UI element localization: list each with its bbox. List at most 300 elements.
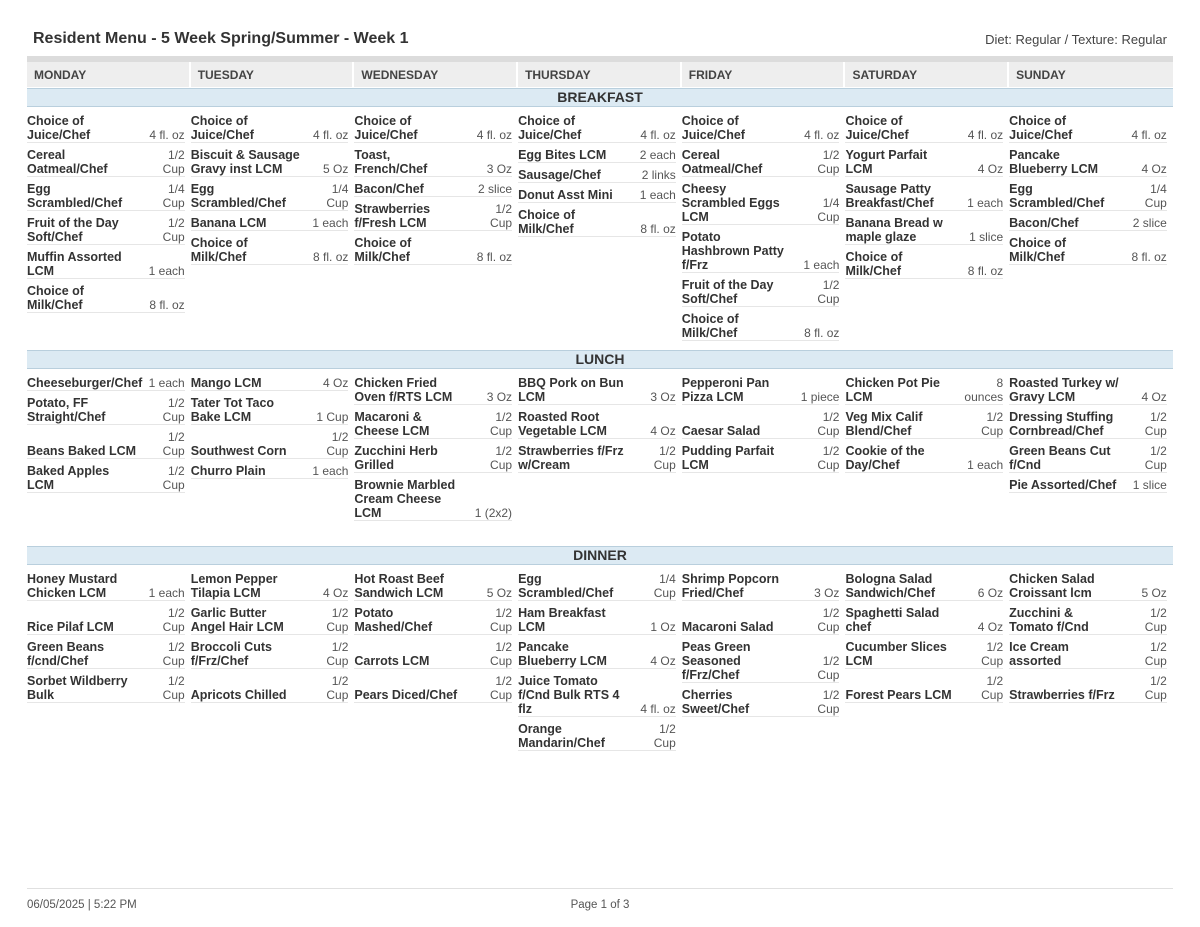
menu-item-quantity: 1/2 Cup bbox=[817, 444, 840, 472]
menu-item bbox=[682, 640, 840, 683]
menu-item bbox=[682, 444, 840, 473]
menu-item bbox=[1009, 640, 1167, 669]
menu-item-quantity: 1 Oz bbox=[650, 620, 676, 634]
menu-item bbox=[354, 148, 512, 177]
page-footer bbox=[27, 888, 1173, 919]
menu-item bbox=[27, 396, 185, 425]
menu-item bbox=[1009, 182, 1167, 211]
menu-item-quantity: 3 Oz bbox=[486, 390, 513, 404]
menu-item-name: Ham Breakfast LCM bbox=[518, 606, 606, 634]
menu-item-quantity: 1/4 Cup bbox=[817, 196, 840, 224]
menu-item bbox=[518, 640, 676, 669]
menu-item-name: Brownie Marbled Cream Cheese LCM bbox=[354, 478, 456, 520]
menu-item bbox=[354, 182, 512, 197]
menu-item-name: Banana LCM bbox=[190, 216, 267, 230]
menu-item-name: Egg Scrambled/Chef bbox=[1009, 182, 1105, 210]
menu-item-quantity: 1/2 Cup bbox=[1144, 410, 1167, 438]
menu-item bbox=[518, 722, 676, 751]
menu-item-name: Orange Mandarin/Chef bbox=[518, 722, 605, 750]
menu-item-name: Garlic Butter Angel Hair LCM bbox=[190, 606, 284, 634]
menu-item bbox=[354, 640, 512, 669]
menu-day-column bbox=[27, 114, 191, 346]
menu-item-name: Egg Scrambled/Chef bbox=[190, 182, 286, 210]
menu-item-name: Cereal Oatmeal/Chef bbox=[27, 148, 108, 176]
menu-item-quantity: 8 fl. oz bbox=[476, 250, 513, 264]
menu-day-column bbox=[1009, 114, 1173, 346]
menu-item-name: Tater Tot Taco Bake LCM bbox=[190, 396, 275, 424]
menu-item bbox=[518, 572, 676, 601]
menu-item bbox=[1009, 236, 1167, 265]
menu-item bbox=[354, 410, 512, 439]
menu-item bbox=[354, 236, 512, 265]
menu-item-quantity: 1/4 Cup bbox=[653, 572, 676, 600]
menu-item bbox=[845, 410, 1003, 439]
menu-item bbox=[845, 674, 1003, 703]
menu-item-quantity: 3 Oz bbox=[486, 162, 513, 176]
menu-item bbox=[518, 606, 676, 635]
page-number: Page 1 of 3 bbox=[570, 899, 630, 911]
menu-item bbox=[27, 284, 185, 313]
menu-item bbox=[518, 148, 676, 163]
menu-item-quantity: 1/2 Cup bbox=[326, 640, 349, 668]
menu-item-name: Chicken Salad Croissant lcm bbox=[1009, 572, 1095, 600]
menu-item-quantity: 4 fl. oz bbox=[476, 128, 513, 142]
menu-item-quantity: 2 links bbox=[641, 168, 676, 182]
menu-day-column bbox=[27, 572, 191, 756]
menu-item-name: Cucumber Slices LCM bbox=[845, 640, 947, 668]
menu-item-name: Peas Green Seasoned f/Frz/Chef bbox=[681, 640, 751, 682]
menu-item bbox=[682, 410, 840, 439]
menu-item-name: Southwest Corn bbox=[190, 444, 287, 458]
menu-item-quantity: 8 fl. oz bbox=[640, 222, 676, 236]
menu-item-quantity: 1 Cup bbox=[316, 410, 349, 424]
menu-item-name: Rice Pilaf LCM bbox=[27, 620, 114, 634]
page-title: Resident Menu - 5 Week Spring/Summer - Week 1 bbox=[33, 30, 409, 47]
menu-item-name: Macaroni Salad bbox=[681, 620, 774, 634]
menu-item-name: Green Beans Cut f/Cnd bbox=[1009, 444, 1111, 472]
menu-item bbox=[27, 376, 185, 391]
menu-item bbox=[1009, 606, 1167, 635]
menu-item-quantity: 1/2 Cup bbox=[817, 148, 840, 176]
menu-item bbox=[1009, 478, 1167, 493]
menu-item-quantity: 1 each bbox=[312, 216, 349, 230]
menu-item bbox=[682, 182, 840, 225]
menu-item-quantity: 1/2 Cup bbox=[326, 606, 349, 634]
menu-item bbox=[845, 444, 1003, 473]
menu-item bbox=[518, 410, 676, 439]
menu-item-quantity: 1/2 Cup bbox=[981, 674, 1004, 702]
menu-item bbox=[845, 182, 1003, 211]
menu-item bbox=[191, 396, 349, 425]
menu-item-name: Churro Plain bbox=[190, 464, 266, 478]
menu-item-quantity: 2 slice bbox=[478, 182, 513, 196]
menu-item-name: Carrots LCM bbox=[354, 654, 430, 668]
day-header-saturday: SATURDAY bbox=[845, 62, 1009, 87]
menu-item-name: Egg Bites LCM bbox=[518, 148, 607, 162]
menu-item bbox=[191, 148, 349, 177]
menu-item-name: Sausage/Chef bbox=[518, 168, 601, 182]
menu-item-name: Choice of Juice/Chef bbox=[681, 114, 745, 142]
menu-item-name: Zucchini & Tomato f/Cnd bbox=[1009, 606, 1089, 634]
menu-day-column bbox=[518, 114, 682, 346]
menu-item-name: Baked Apples LCM bbox=[27, 464, 110, 492]
menu-item-quantity: 1/2 Cup bbox=[653, 444, 676, 472]
menu-item-quantity: 1/2 Cup bbox=[653, 722, 676, 750]
menu-item-quantity: 1/4 Cup bbox=[326, 182, 349, 210]
menu-day-column bbox=[845, 376, 1009, 526]
menu-item bbox=[191, 216, 349, 231]
print-timestamp: 06/05/2025 | 5:22 PM bbox=[27, 899, 137, 911]
menu-item-name: Strawberries f/Frz bbox=[1009, 688, 1115, 702]
menu-item-name: BBQ Pork on Bun LCM bbox=[518, 376, 624, 404]
menu-item-name: Choice of Milk/Chef bbox=[354, 236, 412, 264]
menu-item-quantity: 1 slice bbox=[969, 230, 1004, 244]
menu-item-name: Cookie of the Day/Chef bbox=[845, 444, 925, 472]
menu-item-name: Mango LCM bbox=[190, 376, 262, 390]
menu-item bbox=[845, 114, 1003, 143]
menu-item-name: Cheesy Scrambled Eggs LCM bbox=[681, 182, 780, 224]
menu-item-name: Lemon Pepper Tilapia LCM bbox=[190, 572, 278, 600]
menu-item-quantity: 1/2 Cup bbox=[490, 202, 513, 230]
menu-item-quantity: 1/2 Cup bbox=[162, 674, 185, 702]
menu-item-quantity: 1/2 Cup bbox=[162, 430, 185, 458]
menu-item bbox=[27, 572, 185, 601]
menu-item bbox=[27, 464, 185, 493]
menu-item-name: Choice of Juice/Chef bbox=[518, 114, 582, 142]
menu-item-quantity: 4 Oz bbox=[650, 424, 676, 438]
menu-day-column bbox=[845, 114, 1009, 346]
menu-item-name: Pears Diced/Chef bbox=[354, 688, 458, 702]
day-header-thursday: THURSDAY bbox=[518, 62, 682, 87]
day-header-friday: FRIDAY bbox=[682, 62, 846, 87]
menu-item bbox=[845, 148, 1003, 177]
menu-day-column bbox=[682, 376, 846, 526]
menu-day-column bbox=[354, 376, 518, 526]
menu-item-quantity: 8 fl. oz bbox=[149, 298, 185, 312]
menu-item-name: Choice of Juice/Chef bbox=[1009, 114, 1073, 142]
menu-item bbox=[1009, 444, 1167, 473]
menu-day-column bbox=[682, 114, 846, 346]
menu-item-quantity: 4 Oz bbox=[323, 586, 349, 600]
menu-item-name: Pancake Blueberry LCM bbox=[518, 640, 607, 668]
menu-item-quantity: 4 fl. oz bbox=[640, 128, 676, 142]
menu-item bbox=[191, 572, 349, 601]
menu-item bbox=[518, 376, 676, 405]
menu-day-column bbox=[191, 114, 355, 346]
day-header-sunday: SUNDAY bbox=[1016, 68, 1066, 82]
menu-item-quantity: 4 Oz bbox=[323, 376, 349, 390]
menu-item-name: Choice of Milk/Chef bbox=[681, 312, 739, 340]
breakfast-band: BREAKFAST bbox=[27, 88, 1173, 107]
menu-day-column bbox=[518, 572, 682, 756]
menu-item-quantity: 1/2 Cup bbox=[1144, 444, 1167, 472]
menu-day-column bbox=[354, 572, 518, 756]
menu-item bbox=[1009, 376, 1167, 405]
menu-item-name: Biscuit & Sausage Gravy inst LCM bbox=[190, 148, 300, 176]
menu-day-column bbox=[191, 376, 355, 526]
menu-item bbox=[518, 188, 676, 203]
menu-item-quantity: 4 fl. oz bbox=[1131, 128, 1167, 142]
menu-item-quantity: 1/2 Cup bbox=[817, 654, 840, 682]
menu-item bbox=[845, 216, 1003, 245]
menu-item bbox=[191, 430, 349, 459]
menu-item bbox=[682, 572, 840, 601]
menu-item bbox=[845, 250, 1003, 279]
menu-item-quantity: 1 each bbox=[312, 464, 349, 478]
menu-item-quantity: 4 Oz bbox=[1141, 390, 1167, 404]
menu-item bbox=[354, 606, 512, 635]
menu-item-name: Toast, French/Chef bbox=[354, 148, 428, 176]
menu-item-name: Sorbet Wildberry Bulk bbox=[27, 674, 128, 702]
menu-item-name: Strawberries f/Fresh LCM bbox=[354, 202, 431, 230]
menu-item bbox=[191, 114, 349, 143]
menu-item-name: Juice Tomato f/Cnd Bulk RTS 4 flz bbox=[518, 674, 620, 716]
menu-item-name: Choice of Juice/Chef bbox=[27, 114, 91, 142]
menu-item-quantity: 1/2 Cup bbox=[162, 396, 185, 424]
menu-item-quantity: 1 each bbox=[148, 264, 185, 278]
menu-item-quantity: 1/2 Cup bbox=[490, 606, 513, 634]
menu-item-name: Bacon/Chef bbox=[1009, 216, 1079, 230]
menu-item-quantity: 8 fl. oz bbox=[967, 264, 1004, 278]
menu-item-quantity: 1 each bbox=[967, 458, 1004, 472]
menu-item-quantity: 8 ounces bbox=[964, 376, 1004, 404]
menu-item-quantity: 5 Oz bbox=[1141, 586, 1167, 600]
menu-item-quantity: 4 Oz bbox=[650, 654, 676, 668]
menu-item bbox=[27, 250, 185, 279]
menu-item-name: Choice of Juice/Chef bbox=[845, 114, 909, 142]
menu-day-column bbox=[191, 572, 355, 756]
menu-item bbox=[191, 606, 349, 635]
menu-item-name: Potato, FF Straight/Chef bbox=[27, 396, 106, 424]
menu-item-name: Apricots Chilled bbox=[190, 688, 287, 702]
day-header-tuesday: TUESDAY bbox=[191, 62, 355, 87]
menu-item bbox=[27, 148, 185, 177]
menu-item-name: Choice of Milk/Chef bbox=[27, 284, 84, 312]
menu-item-name: Choice of Milk/Chef bbox=[518, 208, 576, 236]
menu-item-name: Shrimp Popcorn Fried/Chef bbox=[681, 572, 779, 600]
menu-item-quantity: 1/2 Cup bbox=[162, 148, 185, 176]
dinner-section bbox=[27, 572, 1173, 756]
menu-item-name: Pepperoni Pan Pizza LCM bbox=[681, 376, 770, 404]
menu-item bbox=[1009, 148, 1167, 177]
menu-item bbox=[1009, 410, 1167, 439]
menu-item-quantity: 1 piece bbox=[800, 390, 840, 404]
menu-item-quantity: 6 Oz bbox=[977, 586, 1004, 600]
menu-item bbox=[845, 640, 1003, 669]
menu-item-name: Forest Pears LCM bbox=[845, 688, 952, 702]
menu-item bbox=[682, 312, 840, 341]
menu-item bbox=[27, 674, 185, 703]
menu-item bbox=[191, 464, 349, 479]
menu-day-column bbox=[845, 572, 1009, 756]
menu-item-name: Bacon/Chef bbox=[354, 182, 424, 196]
menu-item-quantity: 1/2 Cup bbox=[490, 444, 513, 472]
menu-item-quantity: 1/2 Cup bbox=[326, 674, 349, 702]
menu-item bbox=[354, 674, 512, 703]
menu-item-quantity: 4 fl. oz bbox=[804, 128, 840, 142]
menu-item-name: Spaghetti Salad chef bbox=[845, 606, 940, 634]
menu-item-name: Veg Mix Calif Blend/Chef bbox=[845, 410, 923, 438]
menu-item bbox=[682, 148, 840, 177]
menu-item-name: Bologna Salad Sandwich/Chef bbox=[845, 572, 936, 600]
menu-item-quantity: 1 each bbox=[148, 376, 185, 390]
menu-item-name: Muffin Assorted LCM bbox=[27, 250, 122, 278]
diet-texture-label: Diet: Regular / Texture: Regular bbox=[985, 32, 1167, 47]
menu-item-quantity: 1/4 Cup bbox=[162, 182, 185, 210]
menu-item bbox=[354, 376, 512, 405]
menu-item-quantity: 4 Oz bbox=[1141, 162, 1167, 176]
day-header-wednesday: WEDNESDAY bbox=[354, 62, 518, 87]
menu-item bbox=[191, 236, 349, 265]
menu-item-quantity: 1 each bbox=[803, 258, 840, 272]
menu-item-name: Fruit of the Day Soft/Chef bbox=[27, 216, 119, 244]
menu-item-quantity: 1/2 Cup bbox=[162, 464, 185, 492]
menu-item bbox=[27, 114, 185, 143]
weekday-header-row bbox=[27, 56, 1173, 87]
menu-item-quantity: 1 slice bbox=[1132, 478, 1167, 492]
menu-day-column bbox=[27, 376, 191, 526]
menu-item-name: Choice of Juice/Chef bbox=[190, 114, 254, 142]
menu-day-column bbox=[682, 572, 846, 756]
menu-item-name: Cheeseburger/Chef bbox=[27, 376, 143, 390]
menu-item-quantity: 8 fl. oz bbox=[313, 250, 349, 264]
menu-item-name: Potato Hashbrown Patty f/Frz bbox=[681, 230, 784, 272]
menu-item-quantity: 1/2 Cup bbox=[817, 410, 840, 438]
menu-item-name: Choice of Milk/Chef bbox=[190, 236, 248, 264]
menu-item bbox=[1009, 674, 1167, 703]
menu-item-name: Egg Scrambled/Chef bbox=[518, 572, 614, 600]
menu-item-quantity: 1/2 Cup bbox=[326, 430, 349, 458]
menu-item bbox=[518, 208, 676, 237]
menu-item-name: Cereal Oatmeal/Chef bbox=[681, 148, 763, 176]
menu-item-quantity: 8 fl. oz bbox=[1131, 250, 1167, 264]
menu-item-name: Caesar Salad bbox=[681, 424, 761, 438]
menu-item-quantity: 1/2 Cup bbox=[981, 640, 1004, 668]
menu-item bbox=[682, 688, 840, 717]
menu-item bbox=[191, 182, 349, 211]
menu-item-name: Chicken Fried Oven f/RTS LCM bbox=[354, 376, 453, 404]
menu-item-name: Potato Mashed/Chef bbox=[354, 606, 433, 634]
menu-item bbox=[682, 278, 840, 307]
menu-item-quantity: 1 each bbox=[639, 188, 676, 202]
breakfast-section bbox=[27, 114, 1173, 346]
menu-item bbox=[354, 114, 512, 143]
menu-item bbox=[1009, 572, 1167, 601]
menu-item-quantity: 4 fl. oz bbox=[640, 702, 676, 716]
menu-item-name: Donut Asst Mini bbox=[518, 188, 613, 202]
menu-item-name: Cherries Sweet/Chef bbox=[681, 688, 750, 716]
menu-item-name: Chicken Pot Pie LCM bbox=[845, 376, 940, 404]
menu-day-column bbox=[1009, 572, 1173, 756]
menu-item-quantity: 3 Oz bbox=[814, 586, 840, 600]
menu-item-quantity: 1/2 Cup bbox=[490, 640, 513, 668]
menu-item-name: Zucchini Herb Grilled bbox=[354, 444, 438, 472]
menu-item-name: Honey Mustard Chicken LCM bbox=[27, 572, 118, 600]
menu-item-quantity: 1 (2x2) bbox=[474, 506, 513, 520]
day-header-monday: MONDAY bbox=[27, 62, 191, 87]
menu-item-quantity: 1/2 Cup bbox=[817, 606, 840, 634]
menu-item-quantity: 1/2 Cup bbox=[981, 410, 1004, 438]
menu-item-quantity: 1/2 Cup bbox=[1144, 606, 1167, 634]
menu-item-name: Green Beans f/cnd/Chef bbox=[27, 640, 105, 668]
menu-item-quantity: 4 fl. oz bbox=[313, 128, 349, 142]
menu-item-quantity: 2 each bbox=[639, 148, 676, 162]
menu-day-column bbox=[518, 376, 682, 526]
menu-day-column bbox=[1009, 376, 1173, 526]
menu-item bbox=[518, 674, 676, 717]
menu-item bbox=[682, 230, 840, 273]
menu-item-name: Pudding Parfait LCM bbox=[681, 444, 775, 472]
menu-item bbox=[191, 376, 349, 391]
menu-item-quantity: 1/4 Cup bbox=[1144, 182, 1167, 210]
menu-item bbox=[845, 606, 1003, 635]
menu-item bbox=[27, 182, 185, 211]
menu-item-quantity: 1/2 Cup bbox=[162, 640, 185, 668]
menu-item-name: Roasted Root Vegetable LCM bbox=[518, 410, 607, 438]
menu-item bbox=[682, 376, 840, 405]
menu-item-quantity: 3 Oz bbox=[650, 390, 676, 404]
menu-item-name: Egg Scrambled/Chef bbox=[27, 182, 123, 210]
menu-item-name: Choice of Milk/Chef bbox=[845, 250, 903, 278]
menu-item-quantity: 5 Oz bbox=[323, 162, 349, 176]
menu-item-name: Dressing Stuffing Cornbread/Chef bbox=[1009, 410, 1114, 438]
menu-item-quantity: 2 slice bbox=[1132, 216, 1167, 230]
menu-item bbox=[27, 216, 185, 245]
menu-item bbox=[191, 674, 349, 703]
menu-item bbox=[518, 114, 676, 143]
menu-item bbox=[518, 444, 676, 473]
dinner-band: DINNER bbox=[27, 546, 1173, 565]
menu-item-quantity: 1/2 Cup bbox=[1144, 674, 1167, 702]
menu-item bbox=[27, 430, 185, 459]
menu-item-quantity: 1/2 Cup bbox=[1144, 640, 1167, 668]
menu-item-quantity: 1/2 Cup bbox=[817, 278, 840, 306]
menu-item bbox=[354, 202, 512, 231]
menu-item-quantity: 1 each bbox=[148, 586, 185, 600]
menu-item-quantity: 1/2 Cup bbox=[162, 216, 185, 244]
menu-item bbox=[1009, 216, 1167, 231]
lunch-section bbox=[27, 376, 1173, 526]
menu-item-quantity: 1/2 Cup bbox=[162, 606, 185, 634]
menu-item bbox=[1009, 114, 1167, 143]
menu-item bbox=[845, 572, 1003, 601]
menu-item-quantity: 4 Oz bbox=[977, 162, 1004, 176]
menu-item bbox=[354, 572, 512, 601]
menu-item-name: Macaroni & Cheese LCM bbox=[354, 410, 430, 438]
menu-item-name: Roasted Turkey w/ Gravy LCM bbox=[1009, 376, 1119, 404]
menu-item bbox=[354, 444, 512, 473]
menu-item bbox=[354, 478, 512, 521]
menu-item bbox=[518, 168, 676, 183]
menu-item-quantity: 1/2 Cup bbox=[817, 688, 840, 716]
menu-item-name: Yogurt Parfait LCM bbox=[845, 148, 928, 176]
menu-item-name: Broccoli Cuts f/Frz/Chef bbox=[190, 640, 272, 668]
menu-item-name: Strawberries f/Frz w/Cream bbox=[518, 444, 624, 472]
menu-item-quantity: 1 each bbox=[967, 196, 1004, 210]
menu-item bbox=[682, 606, 840, 635]
menu-item bbox=[27, 640, 185, 669]
menu-item-quantity: 1/2 Cup bbox=[490, 674, 513, 702]
menu-item-name: Hot Roast Beef Sandwich LCM bbox=[354, 572, 444, 600]
menu-item-quantity: 1/2 Cup bbox=[490, 410, 513, 438]
menu-item-name: Choice of Milk/Chef bbox=[1009, 236, 1067, 264]
menu-item-name: Pie Assorted/Chef bbox=[1009, 478, 1117, 492]
menu-item-name: Fruit of the Day Soft/Chef bbox=[681, 278, 774, 306]
menu-item-name: Beans Baked LCM bbox=[27, 444, 137, 458]
lunch-band: LUNCH bbox=[27, 350, 1173, 369]
menu-item-name: Sausage Patty Breakfast/Chef bbox=[845, 182, 934, 210]
menu-item-name: Ice Cream assorted bbox=[1009, 640, 1069, 668]
